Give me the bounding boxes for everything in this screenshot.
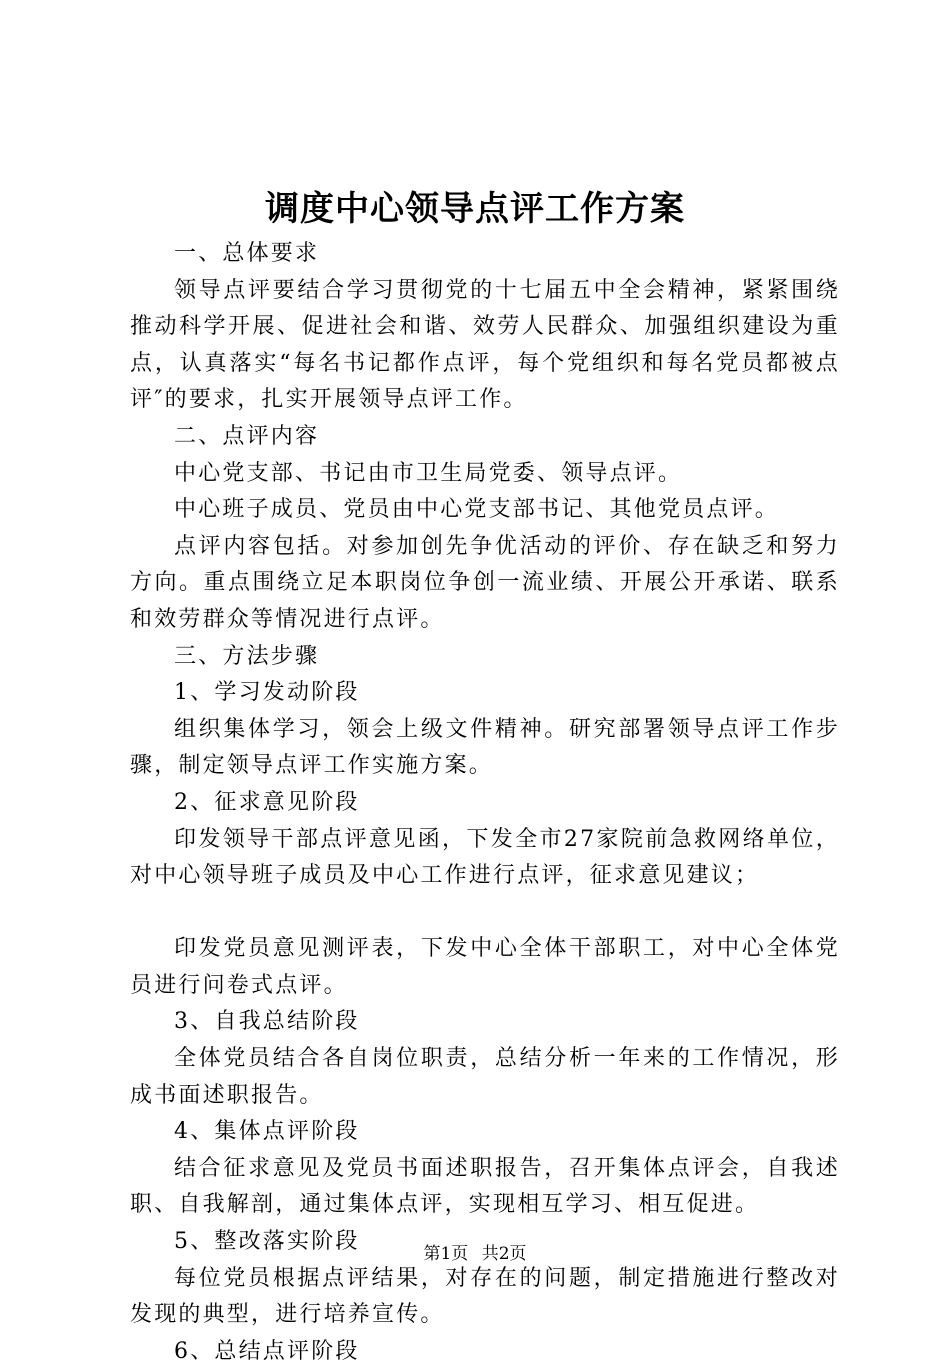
step-heading: 5、整改落实阶段 xyxy=(174,1229,360,1255)
paragraph: 中心党支部、书记由市卫生局党委、领导点评。 xyxy=(174,460,683,486)
section-heading: 一、总体要求 xyxy=(174,241,320,266)
section-heading: 三、方法步骤 xyxy=(174,643,320,669)
step-heading: 6、总结点评阶段 xyxy=(174,1338,360,1364)
step-heading: 1、学习发动阶段 xyxy=(174,680,360,706)
paragraph: 点评内容包括。对参加创先争优活动的评价、存在缺乏和努力方向。重点围绕立足本职岗位争创一流业绩、开展公开承诺、联系和效劳群众等情况进行点评。 xyxy=(130,533,840,632)
paragraph: 中心班子成员、党员由中心党支部书记、其他党员点评。 xyxy=(174,497,780,523)
paragraph: 领导点评要结合学习贯彻党的十七届五中全会精神，紧紧围绕推动科学开展、促进社会和谐、效劳人民群众、加强组织建设为重点，认真落实“每名书记都作点评，每个党组织和每名党员都被点评″的要求，扎实开展领导点评工作。 xyxy=(130,277,840,413)
section-heading: 二、点评内容 xyxy=(174,423,320,449)
paragraph: 印发党员意见测评表，下发中心全体干部职工，对中心全体党员进行问卷式点评。 xyxy=(130,936,840,998)
step-heading: 3、自我总结阶段 xyxy=(174,1009,360,1035)
page-footer xyxy=(0,1242,950,1266)
paragraph: 每位党员根据点评结果，对存在的问题，制定措施进行整改对发现的典型，进行培养宣传。 xyxy=(130,1265,840,1328)
paragraph: 印发领导干部点评意见函，下发全市27家院前急救网络单位，对中心领导班子成员及中心工作进行点评，征求意见建议； xyxy=(130,826,840,889)
blank-line xyxy=(130,895,840,932)
page-total: 共2页 xyxy=(481,1244,527,1264)
document-body xyxy=(130,236,840,1370)
paragraph: 全体党员结合各自岗位职责，总结分析一年来的工作情况，形成书面述职报告。 xyxy=(130,1046,840,1108)
document-title: 调度中心领导点评工作方案 xyxy=(265,189,685,229)
page-number: 第1页 xyxy=(423,1244,469,1264)
paragraph: 结合征求意见及党员书面述职报告，召开集体点评会，自我述职、自我解剖，通过集体点评，实现相互学习、相互促进。 xyxy=(130,1155,840,1218)
step-heading: 4、集体点评阶段 xyxy=(174,1119,360,1145)
step-heading: 2、征求意见阶段 xyxy=(174,789,360,815)
paragraph: 组织集体学习，领会上级文件精神。研究部署领导点评工作步骤，制定领导点评工作实施方案。 xyxy=(130,716,840,779)
